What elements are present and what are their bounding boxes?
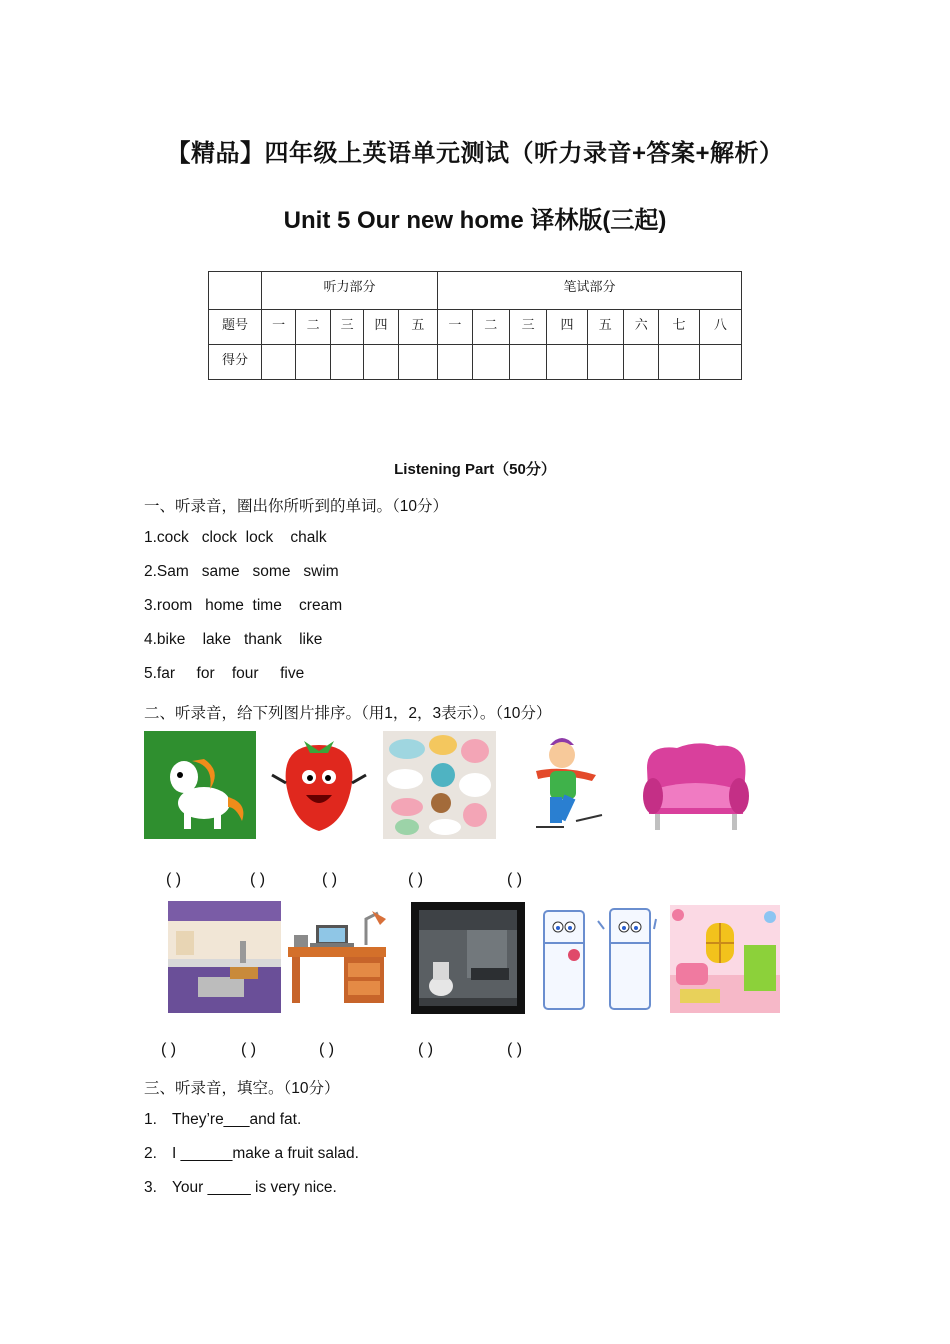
answer-blank[interactable]: ( ) xyxy=(507,1041,523,1058)
score-cell[interactable] xyxy=(472,345,509,380)
writing-col: 七 xyxy=(659,310,699,345)
score-cell[interactable] xyxy=(699,345,741,380)
kitchen-picture xyxy=(168,901,281,1013)
answer-blank[interactable]: ( ) xyxy=(418,1041,434,1058)
q3-title: 三、听录音，填空。（10分） xyxy=(144,1080,340,1097)
q1-item: 3.room home time cream xyxy=(144,597,343,614)
answer-blank[interactable]: ( ) xyxy=(166,871,182,888)
score-cell[interactable] xyxy=(587,345,623,380)
writing-col: 三 xyxy=(509,310,546,345)
writing-col: 二 xyxy=(472,310,509,345)
answer-blank[interactable]: ( ) xyxy=(319,1041,335,1058)
q1-title: 一、听录音，圈出你所听到的单词。（10分） xyxy=(144,498,448,515)
score-cell[interactable] xyxy=(509,345,546,380)
score-cell[interactable] xyxy=(438,345,472,380)
writing-col: 五 xyxy=(587,310,623,345)
horse-cartoon-picture xyxy=(144,731,256,839)
q1-item: 4.bike lake thank like xyxy=(144,631,323,648)
score-table xyxy=(208,271,742,380)
q1-item: 1.cock clock lock chalk xyxy=(144,529,327,546)
bathroom-picture xyxy=(411,902,525,1014)
q1-item: 2.Sam same some swim xyxy=(144,563,339,580)
listening-col: 五 xyxy=(398,310,437,345)
q3-item-number: 3. xyxy=(144,1179,157,1196)
listening-header: 听力部分 xyxy=(261,272,437,310)
score-cell[interactable] xyxy=(659,345,699,380)
row-label-score: 得分 xyxy=(209,345,262,380)
score-cell[interactable] xyxy=(547,345,587,380)
answer-blank[interactable]: ( ) xyxy=(408,871,424,888)
score-cell[interactable] xyxy=(398,345,437,380)
q2-title: 二、听录音，给下列图片排序。（用1，2，3表示）。（10分） xyxy=(144,705,552,722)
q3-item-number: 1. xyxy=(144,1111,157,1128)
writing-col: 六 xyxy=(623,310,658,345)
page-subtitle: Unit 5 Our new home 译林版(三起) xyxy=(283,207,667,234)
answer-blank[interactable]: ( ) xyxy=(241,1041,257,1058)
strawberry-cartoon-picture xyxy=(264,731,374,839)
answer-blank[interactable]: ( ) xyxy=(322,871,338,888)
q3-item-number: 2. xyxy=(144,1145,157,1162)
stickers-picture xyxy=(383,731,496,839)
score-cell[interactable] xyxy=(330,345,363,380)
writing-col: 八 xyxy=(699,310,741,345)
pink-sofa-picture xyxy=(637,738,755,838)
listening-part-title: Listening Part（50分） xyxy=(394,461,556,478)
q1-item: 5.far for four five xyxy=(144,665,305,682)
answer-blank[interactable]: ( ) xyxy=(507,871,523,888)
listening-col: 四 xyxy=(364,310,398,345)
q3-item-text: Your _____ is very nice. xyxy=(172,1179,337,1196)
q3-item-text: They’re___and fat. xyxy=(172,1111,302,1128)
score-cell[interactable] xyxy=(364,345,398,380)
score-cell[interactable] xyxy=(296,345,330,380)
boy-skating-picture xyxy=(506,731,618,839)
page-title: 【精品】四年级上英语单元测试（听力录音+答案+解析） xyxy=(166,140,784,167)
listening-col: 一 xyxy=(261,310,295,345)
writing-header: 笔试部分 xyxy=(438,272,742,310)
score-cell[interactable] xyxy=(623,345,658,380)
answer-blank[interactable]: ( ) xyxy=(161,1041,177,1058)
answer-blank[interactable]: ( ) xyxy=(250,871,266,888)
fridges-picture xyxy=(538,899,658,1015)
listening-col: 二 xyxy=(296,310,330,345)
desk-picture xyxy=(286,909,389,1007)
writing-col: 一 xyxy=(438,310,472,345)
score-cell[interactable] xyxy=(261,345,295,380)
q3-item-text: I ______make a fruit salad. xyxy=(172,1145,359,1162)
bedroom-picture xyxy=(670,905,780,1013)
writing-col: 四 xyxy=(547,310,587,345)
score-table-corner xyxy=(209,272,262,310)
row-label-number: 题号 xyxy=(209,310,262,345)
listening-col: 三 xyxy=(330,310,363,345)
